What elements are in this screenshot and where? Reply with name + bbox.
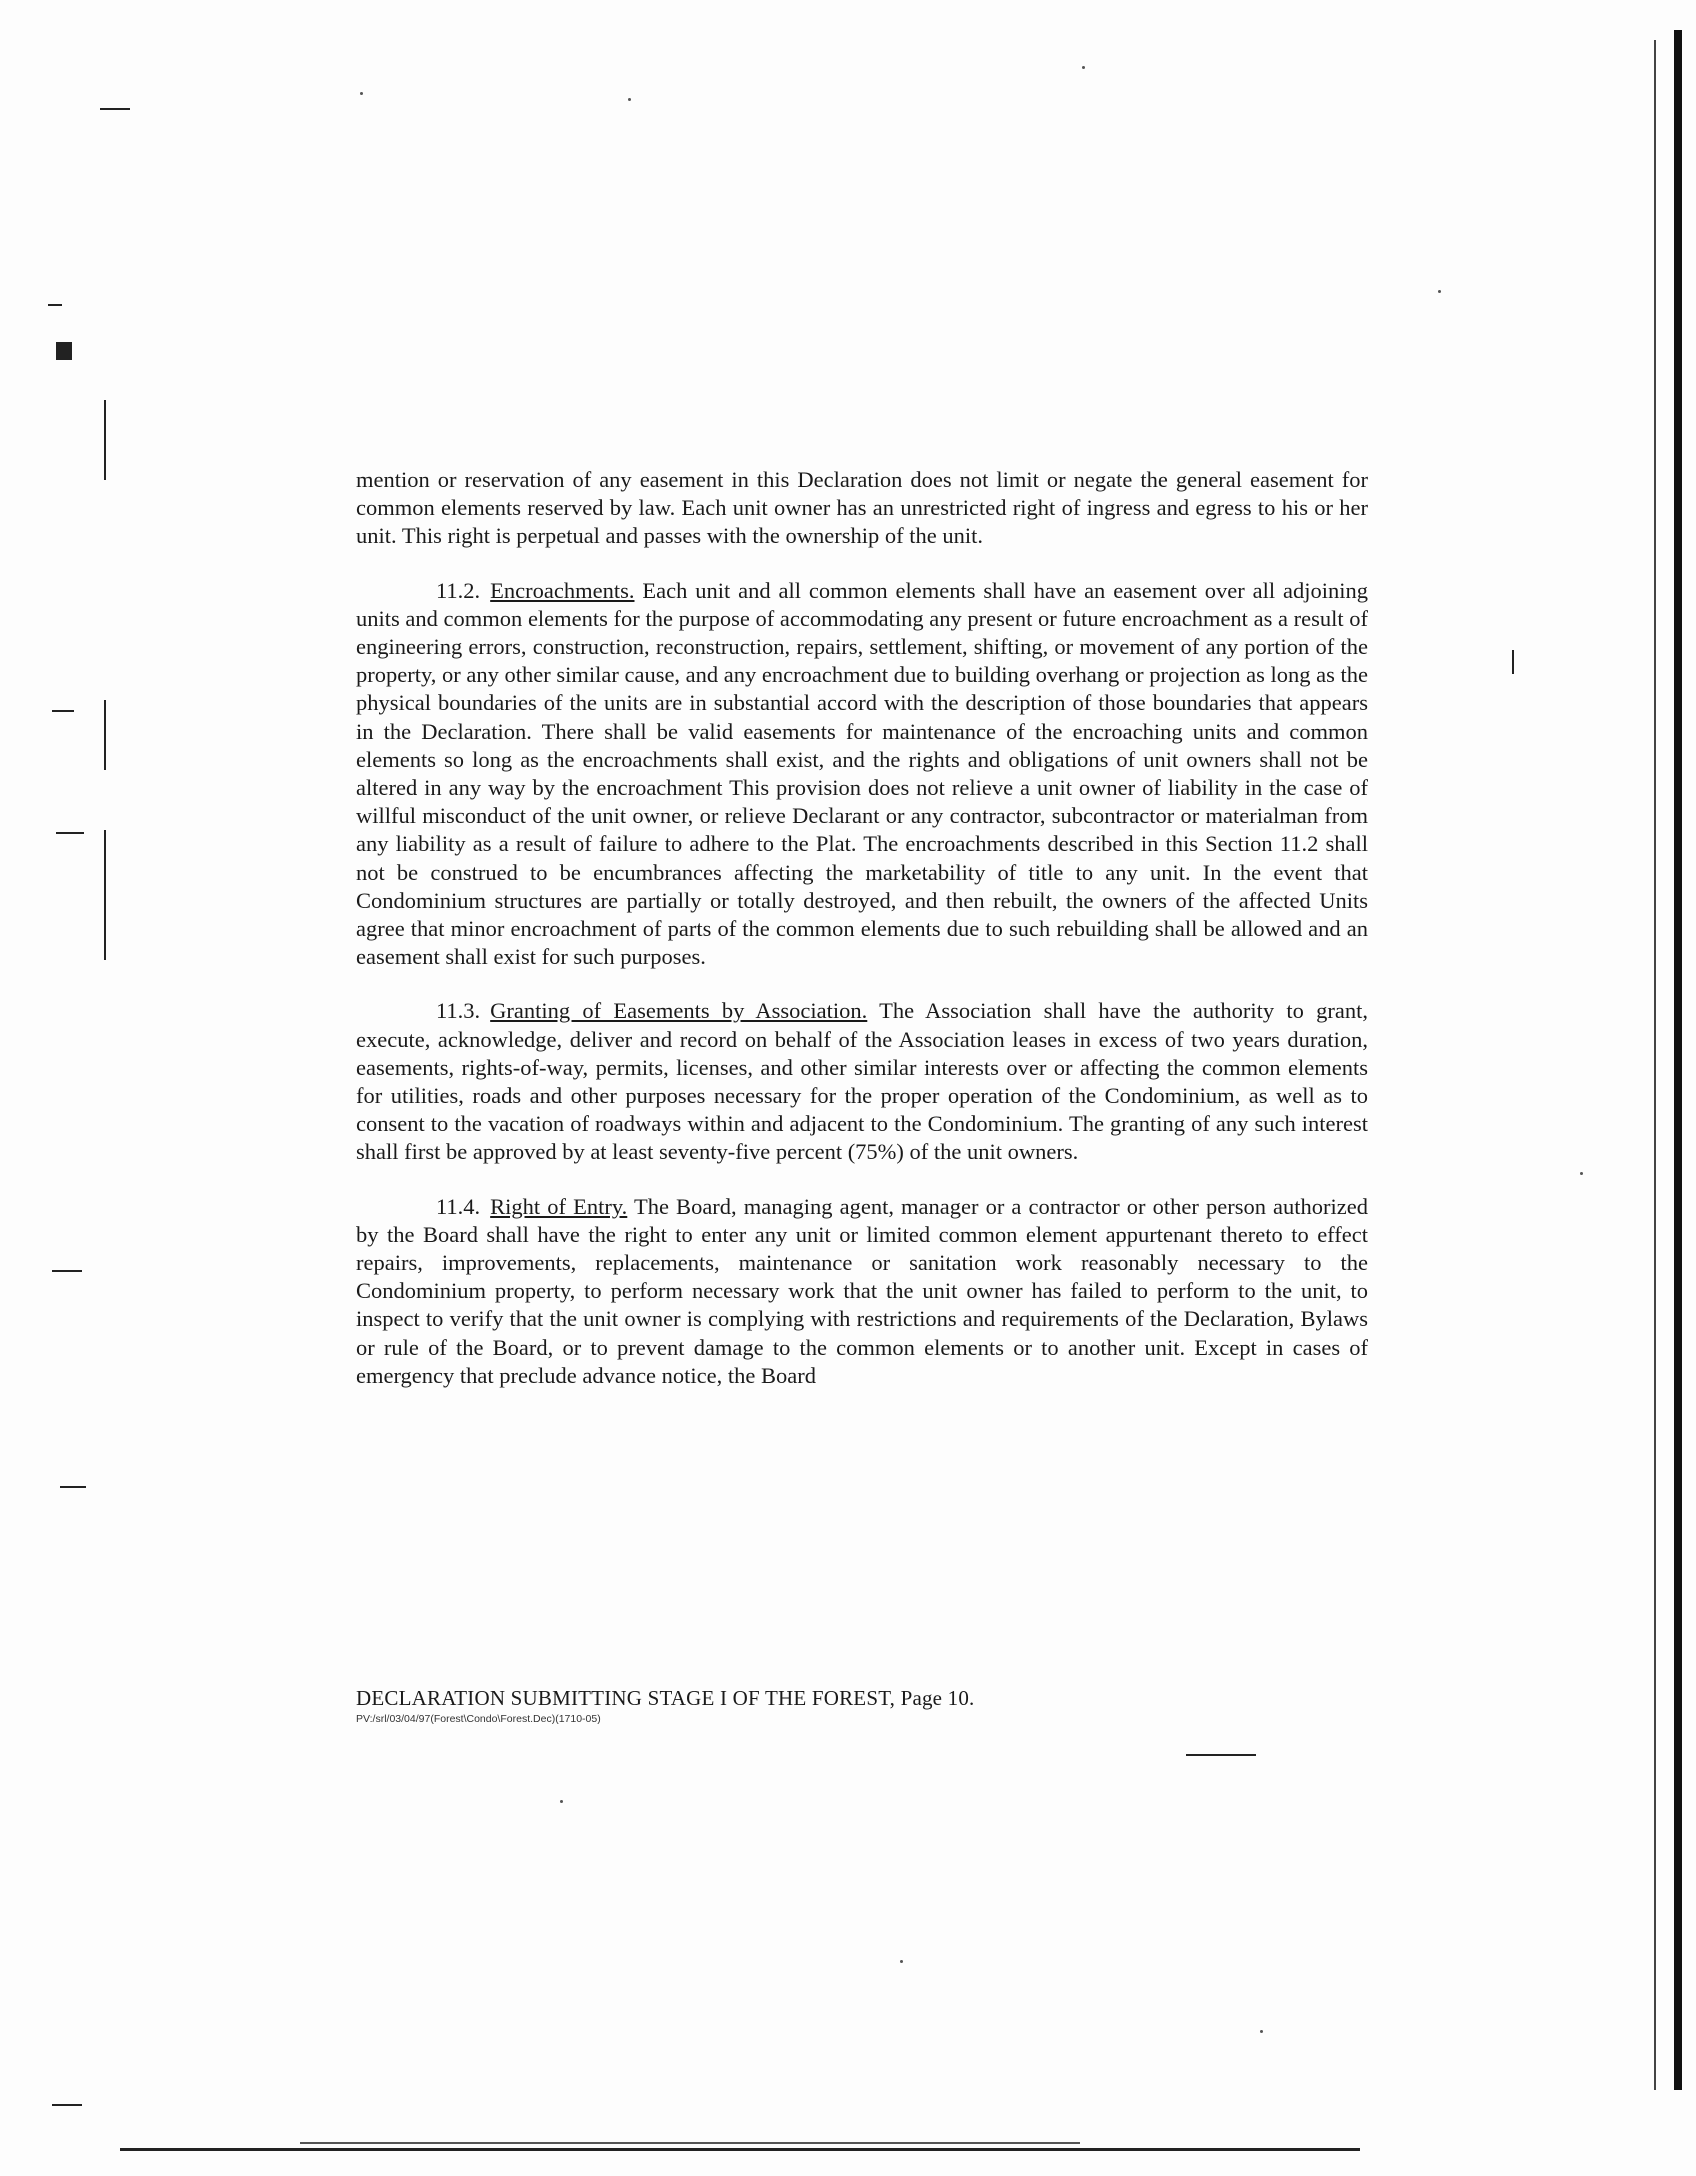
scan-speck [1082,66,1085,69]
scan-speck [628,98,631,101]
section-heading: Encroachments. [490,577,635,603]
scan-bottom-line [120,2148,1360,2151]
paragraph-text: mention or reservation of any easement in this Declaration does not limit or negate the general easement for common elements reserved by law. Each unit owner has an unrestricted right of ingress and egress to his or her unit. This right is perpetual and passes with the ownership of the unit. [356,467,1368,549]
section-number: 11.3. [436,998,481,1024]
scan-mark [56,342,72,360]
scan-edge-line [1654,40,1656,2090]
scan-mark [56,832,84,834]
section-11-2 [356,577,1368,972]
scan-edge-shadow [1674,30,1682,2090]
scan-bottom-line-2 [300,2142,1080,2144]
section-11-4 [356,1193,1368,1390]
scan-speck [900,1960,903,1963]
scan-mark [1512,650,1514,674]
scan-mark [104,700,106,770]
scan-speck [1260,2030,1263,2033]
scan-mark [48,304,62,306]
section-11-3 [356,997,1368,1166]
scan-mark [52,1270,82,1272]
section-heading: Granting of Easements by Association. [490,998,868,1024]
scan-mark [104,400,106,480]
scan-mark [52,2104,82,2106]
scan-mark [52,710,74,712]
paragraph-text: Each unit and all common elements shall have an easement over all adjoining units and common elements for the purpose of accommodating any present or future encroachment as a result of engineering errors, construction, reconstruction, repairs, settlement, shifting, or movement of any portion of the property, or any other similar cause, and any encroachment due to building overhang or projection as long as the physical boundaries of the units are in substantial accord with the description of those boundaries that appears in the Declaration. There shall be valid easements for maintenance of the encroaching units and common elements so long as the encroachments shall exist, and the rights and obligations of unit owners shall not be altered in any way by the encroachment This provision does not relieve a unit owner of liability in the case of willful misconduct of the unit owner, or relieve Declarant or any contractor, subcontractor or materialman from any liability as a result of failure to adhere to the Plat. The encroachments described in this Section 11.2 shall not be construed to be encumbrances affecting the marketability of title to any unit. In the event that Condominium structures are partially or totally destroyed, and then rebuilt, the owners of the affected Units agree that minor encroachment of parts of the common elements due to such rebuilding shall be allowed and an easement shall exist for such purposes. [356,577,1368,970]
page-footer [356,1686,1356,1725]
section-heading: Right of Entry. [490,1193,628,1219]
scan-mark [100,108,130,110]
scan-mark [104,830,106,960]
footer-title: DECLARATION SUBMITTING STAGE I OF THE FOREST, Page 10. [356,1686,975,1710]
scan-mark [60,1486,86,1488]
section-number: 11.2. [436,577,481,603]
section-number: 11.4. [436,1193,481,1219]
scan-speck [560,1800,563,1803]
footer-file-path: PV:/srl/03/04/97(Forest\Condo\Forest.Dec)(1710-05) [356,1713,601,1725]
paragraph-continuation [356,466,1368,551]
document-body [356,466,1368,1416]
scan-speck [1438,290,1441,293]
scan-speck [360,92,363,95]
paragraph-text: The Association shall have the authority to grant, execute, acknowledge, deliver and record on behalf of the Association leases in excess of two years duration, easements, rights-of-way, permits, licenses, and other similar interests over or affecting the common elements for utilities, roads and other purposes necessary for the proper operation of the Condominium, as well as to consent to the vacation of roadways within and adjacent to the Condominium. The granting of any such interest shall first be approved by at least seventy-five percent (75%) of the unit owners. [356,998,1368,1165]
scan-speck [1580,1172,1583,1175]
scan-mark [1186,1754,1256,1756]
paragraph-text: The Board, managing agent, manager or a contractor or other person authorized by the Board shall have the right to enter any unit or limited common element appurtenant thereto to effect repairs, improvements, replacements, maintenance or sanitation work reasonably necessary to the Condominium property, to perform necessary work that the unit owner has failed to perform to the unit, to inspect to verify that the unit owner is complying with restrictions and requirements of the Declaration, Bylaws or rule of the Board, or to prevent damage to the common elements or to another unit. Except in cases of emergency that preclude advance notice, the Board [356,1193,1369,1388]
